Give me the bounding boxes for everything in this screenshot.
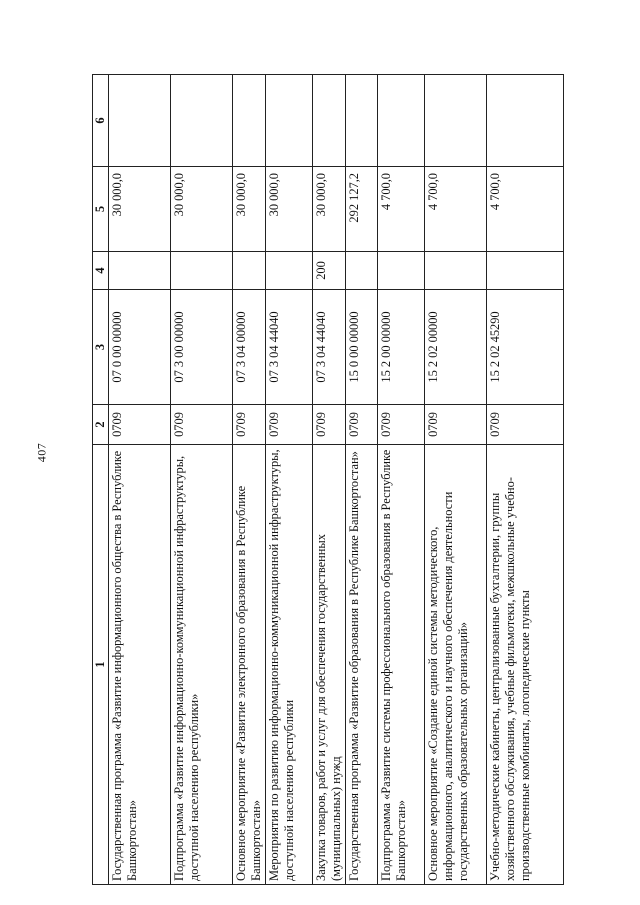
- row-expense-type: [109, 252, 171, 290]
- row-amount: 30 000,0: [233, 167, 266, 252]
- row-section: 0709: [378, 405, 425, 445]
- row-amount: 30 000,0: [266, 167, 313, 252]
- row-section: 0709: [233, 405, 266, 445]
- row-col6: [233, 75, 266, 167]
- row-name: Государственная программа «Развитие информационного общества в Республике Башкортостан»: [109, 445, 171, 885]
- row-amount: 30 000,0: [109, 167, 171, 252]
- budget-table-rotated: [92, 75, 604, 885]
- table-row: [266, 75, 313, 885]
- header-col-3: 3: [93, 290, 109, 405]
- row-expense-type: [266, 252, 313, 290]
- row-target: 15 2 00 00000: [378, 290, 425, 405]
- row-amount: 4 700,0: [378, 167, 425, 252]
- row-name: Учебно-методические кабинеты, централизованные бухгалтерии, группы хозяйственного обслуживания, учебные фильмотеки, межшкольные учебно-производственные комбинаты, логопедические пункты: [487, 445, 564, 885]
- header-col-5: 5: [93, 167, 109, 252]
- row-target: 07 0 00 00000: [109, 290, 171, 405]
- row-col6: [171, 75, 233, 167]
- table-header-row: [93, 75, 109, 885]
- row-section: 0709: [487, 405, 564, 445]
- row-name: Закупка товаров, работ и услуг для обеспечения государственных (муниципальных) нужд: [313, 445, 346, 885]
- row-target: 15 0 00 00000: [346, 290, 378, 405]
- row-target: 15 2 02 00000: [425, 290, 487, 405]
- table-row: [109, 75, 171, 885]
- header-col-1: 1: [93, 445, 109, 885]
- row-amount: 292 127,2: [346, 167, 378, 252]
- row-target: 07 3 04 44040: [266, 290, 313, 405]
- row-amount: 4 700,0: [425, 167, 487, 252]
- row-col6: [378, 75, 425, 167]
- row-section: 0709: [171, 405, 233, 445]
- row-expense-type: [233, 252, 266, 290]
- row-target: 07 3 04 00000: [233, 290, 266, 405]
- row-name: Основное мероприятие «Развитие электронного образования в Республике Башкортостан»: [233, 445, 266, 885]
- row-expense-type: [171, 252, 233, 290]
- row-expense-type: [425, 252, 487, 290]
- header-col-2: 2: [93, 405, 109, 445]
- row-amount: 30 000,0: [313, 167, 346, 252]
- row-section: 0709: [266, 405, 313, 445]
- row-name: Подпрограмма «Развитие информационно-коммуникационной инфраструктуры, доступной населению республики»: [171, 445, 233, 885]
- row-col6: [346, 75, 378, 167]
- table-row: [313, 75, 346, 885]
- row-target: 15 2 02 45290: [487, 290, 564, 405]
- page-number: 407: [34, 442, 49, 463]
- row-target: 07 3 04 44040: [313, 290, 346, 405]
- row-expense-type: [487, 252, 564, 290]
- row-name: Подпрограмма «Развитие системы профессионального образования в Республике Башкортостан»: [378, 445, 425, 885]
- table-row: [233, 75, 266, 885]
- row-col6: [266, 75, 313, 167]
- table-row: [425, 75, 487, 885]
- row-name: Основное мероприятие «Создание единой системы методического, информационного, аналитического и научного обеспечения деятельности государственных образовательных организаций»: [425, 445, 487, 885]
- row-col6: [313, 75, 346, 167]
- row-amount: 30 000,0: [171, 167, 233, 252]
- row-section: 0709: [313, 405, 346, 445]
- row-expense-type: [378, 252, 425, 290]
- row-name: Государственная программа «Развитие образования в Республике Башкортостан»: [346, 445, 378, 885]
- row-section: 0709: [109, 405, 171, 445]
- row-expense-type: [346, 252, 378, 290]
- row-col6: [425, 75, 487, 167]
- table-row: [487, 75, 564, 885]
- row-col6: [487, 75, 564, 167]
- row-section: 0709: [425, 405, 487, 445]
- row-target: 07 3 00 00000: [171, 290, 233, 405]
- row-amount: 4 700,0: [487, 167, 564, 252]
- table-row: [346, 75, 378, 885]
- row-col6: [109, 75, 171, 167]
- table-row: [378, 75, 425, 885]
- row-expense-type: 200: [313, 252, 346, 290]
- budget-table: [92, 74, 564, 885]
- row-name: Мероприятия по развитию информационно-коммуникационной инфраструктуры, доступной населению республики: [266, 445, 313, 885]
- header-col-6: 6: [93, 75, 109, 167]
- row-section: 0709: [346, 405, 378, 445]
- table-row: [171, 75, 233, 885]
- header-col-4: 4: [93, 252, 109, 290]
